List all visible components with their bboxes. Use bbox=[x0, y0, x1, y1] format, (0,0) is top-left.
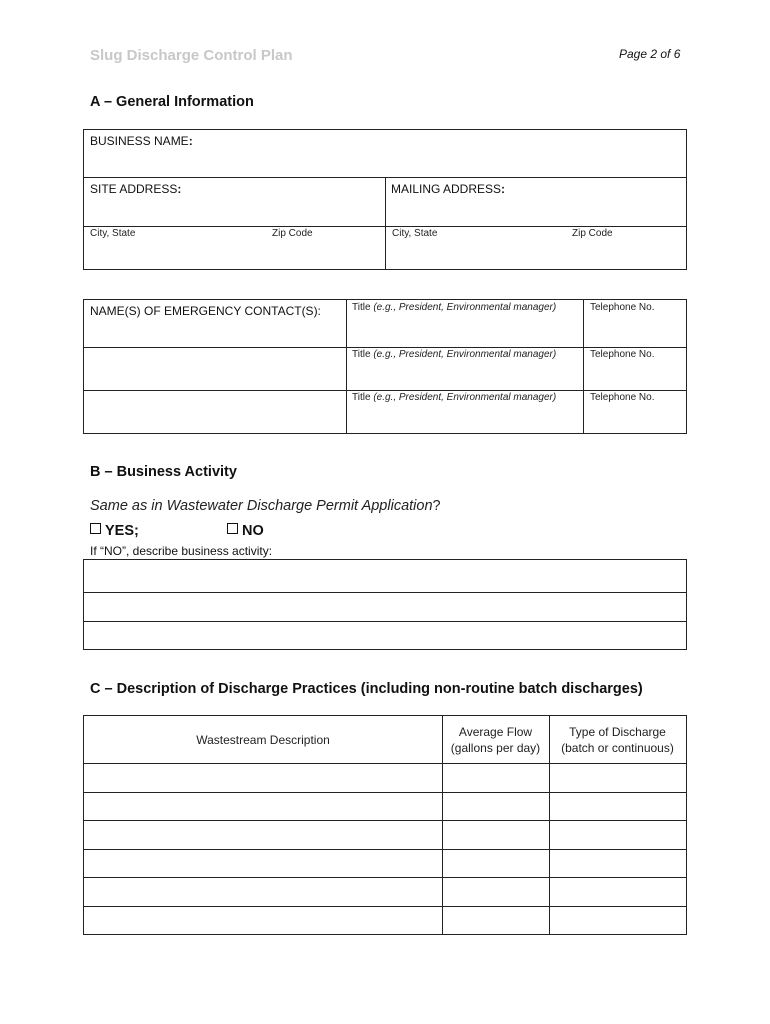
contact-1-telephone-field[interactable]: Telephone No. bbox=[590, 302, 655, 313]
page-number: Page 2 of 6 bbox=[619, 47, 681, 61]
contact-2-title-field[interactable]: Title (e.g., President, Environmental manager) bbox=[352, 349, 557, 360]
discharge-practices-table bbox=[83, 715, 687, 935]
business-name-field[interactable]: BUSINESS NAME: bbox=[90, 134, 193, 148]
section-b-title: B – Business Activity bbox=[90, 464, 237, 480]
mailing-address-label: MAILING ADDRESS bbox=[391, 182, 502, 196]
business-name-label: BUSINESS NAME bbox=[90, 134, 189, 148]
section-a-title: A – General Information bbox=[90, 94, 254, 110]
general-information-table bbox=[83, 129, 687, 270]
table-row[interactable] bbox=[84, 793, 686, 820]
no-checkbox[interactable] bbox=[227, 523, 264, 539]
if-no-label: If “NO”, describe business activity: bbox=[90, 544, 273, 558]
emergency-contacts-label: NAME(S) OF EMERGENCY CONTACT(S): bbox=[90, 304, 321, 318]
column-header-average-flow: Average Flow (gallons per day) bbox=[450, 725, 541, 755]
mailing-zip-code-field[interactable]: Zip Code bbox=[572, 228, 613, 239]
column-header-wastestream-description: Wastestream Description bbox=[196, 733, 330, 747]
section-c-title: C – Description of Discharge Practices (including non-routine batch discharges) bbox=[90, 681, 643, 697]
contact-3-telephone-field[interactable]: Telephone No. bbox=[590, 392, 655, 403]
business-activity-line-1[interactable] bbox=[84, 560, 686, 592]
table-row[interactable] bbox=[84, 821, 686, 849]
site-zip-code-field[interactable]: Zip Code bbox=[272, 228, 313, 239]
checkbox-icon bbox=[90, 523, 101, 534]
table-row[interactable] bbox=[84, 764, 686, 792]
contact-2-telephone-field[interactable]: Telephone No. bbox=[590, 349, 655, 360]
table-row[interactable] bbox=[84, 850, 686, 877]
permit-question: Same as in Wastewater Discharge Permit Application? bbox=[90, 498, 441, 514]
mailing-address-field[interactable]: MAILING ADDRESS: bbox=[391, 182, 506, 196]
yes-checkbox[interactable] bbox=[90, 523, 139, 539]
document-header-title: Slug Discharge Control Plan bbox=[90, 47, 293, 64]
mailing-city-state-field[interactable]: City, State bbox=[392, 228, 438, 239]
business-activity-table bbox=[83, 559, 687, 650]
table-row[interactable] bbox=[84, 907, 686, 934]
contact-3-title-field[interactable]: Title (e.g., President, Environmental manager) bbox=[352, 392, 557, 403]
site-address-label: SITE ADDRESS bbox=[90, 182, 178, 196]
no-label: NO bbox=[242, 523, 264, 539]
business-activity-line-2[interactable] bbox=[84, 593, 686, 621]
column-header-type-of-discharge: Type of Discharge (batch or continuous) bbox=[561, 725, 674, 755]
site-city-state-field[interactable]: City, State bbox=[90, 228, 136, 239]
site-address-field[interactable]: SITE ADDRESS: bbox=[90, 182, 182, 196]
checkbox-icon bbox=[227, 523, 238, 534]
contact-1-title-field[interactable]: Title (e.g., President, Environmental manager) bbox=[352, 302, 557, 313]
table-row[interactable] bbox=[84, 878, 686, 906]
yes-label: YES; bbox=[105, 523, 139, 539]
emergency-contacts-table bbox=[83, 299, 687, 434]
business-activity-line-3[interactable] bbox=[84, 622, 686, 649]
